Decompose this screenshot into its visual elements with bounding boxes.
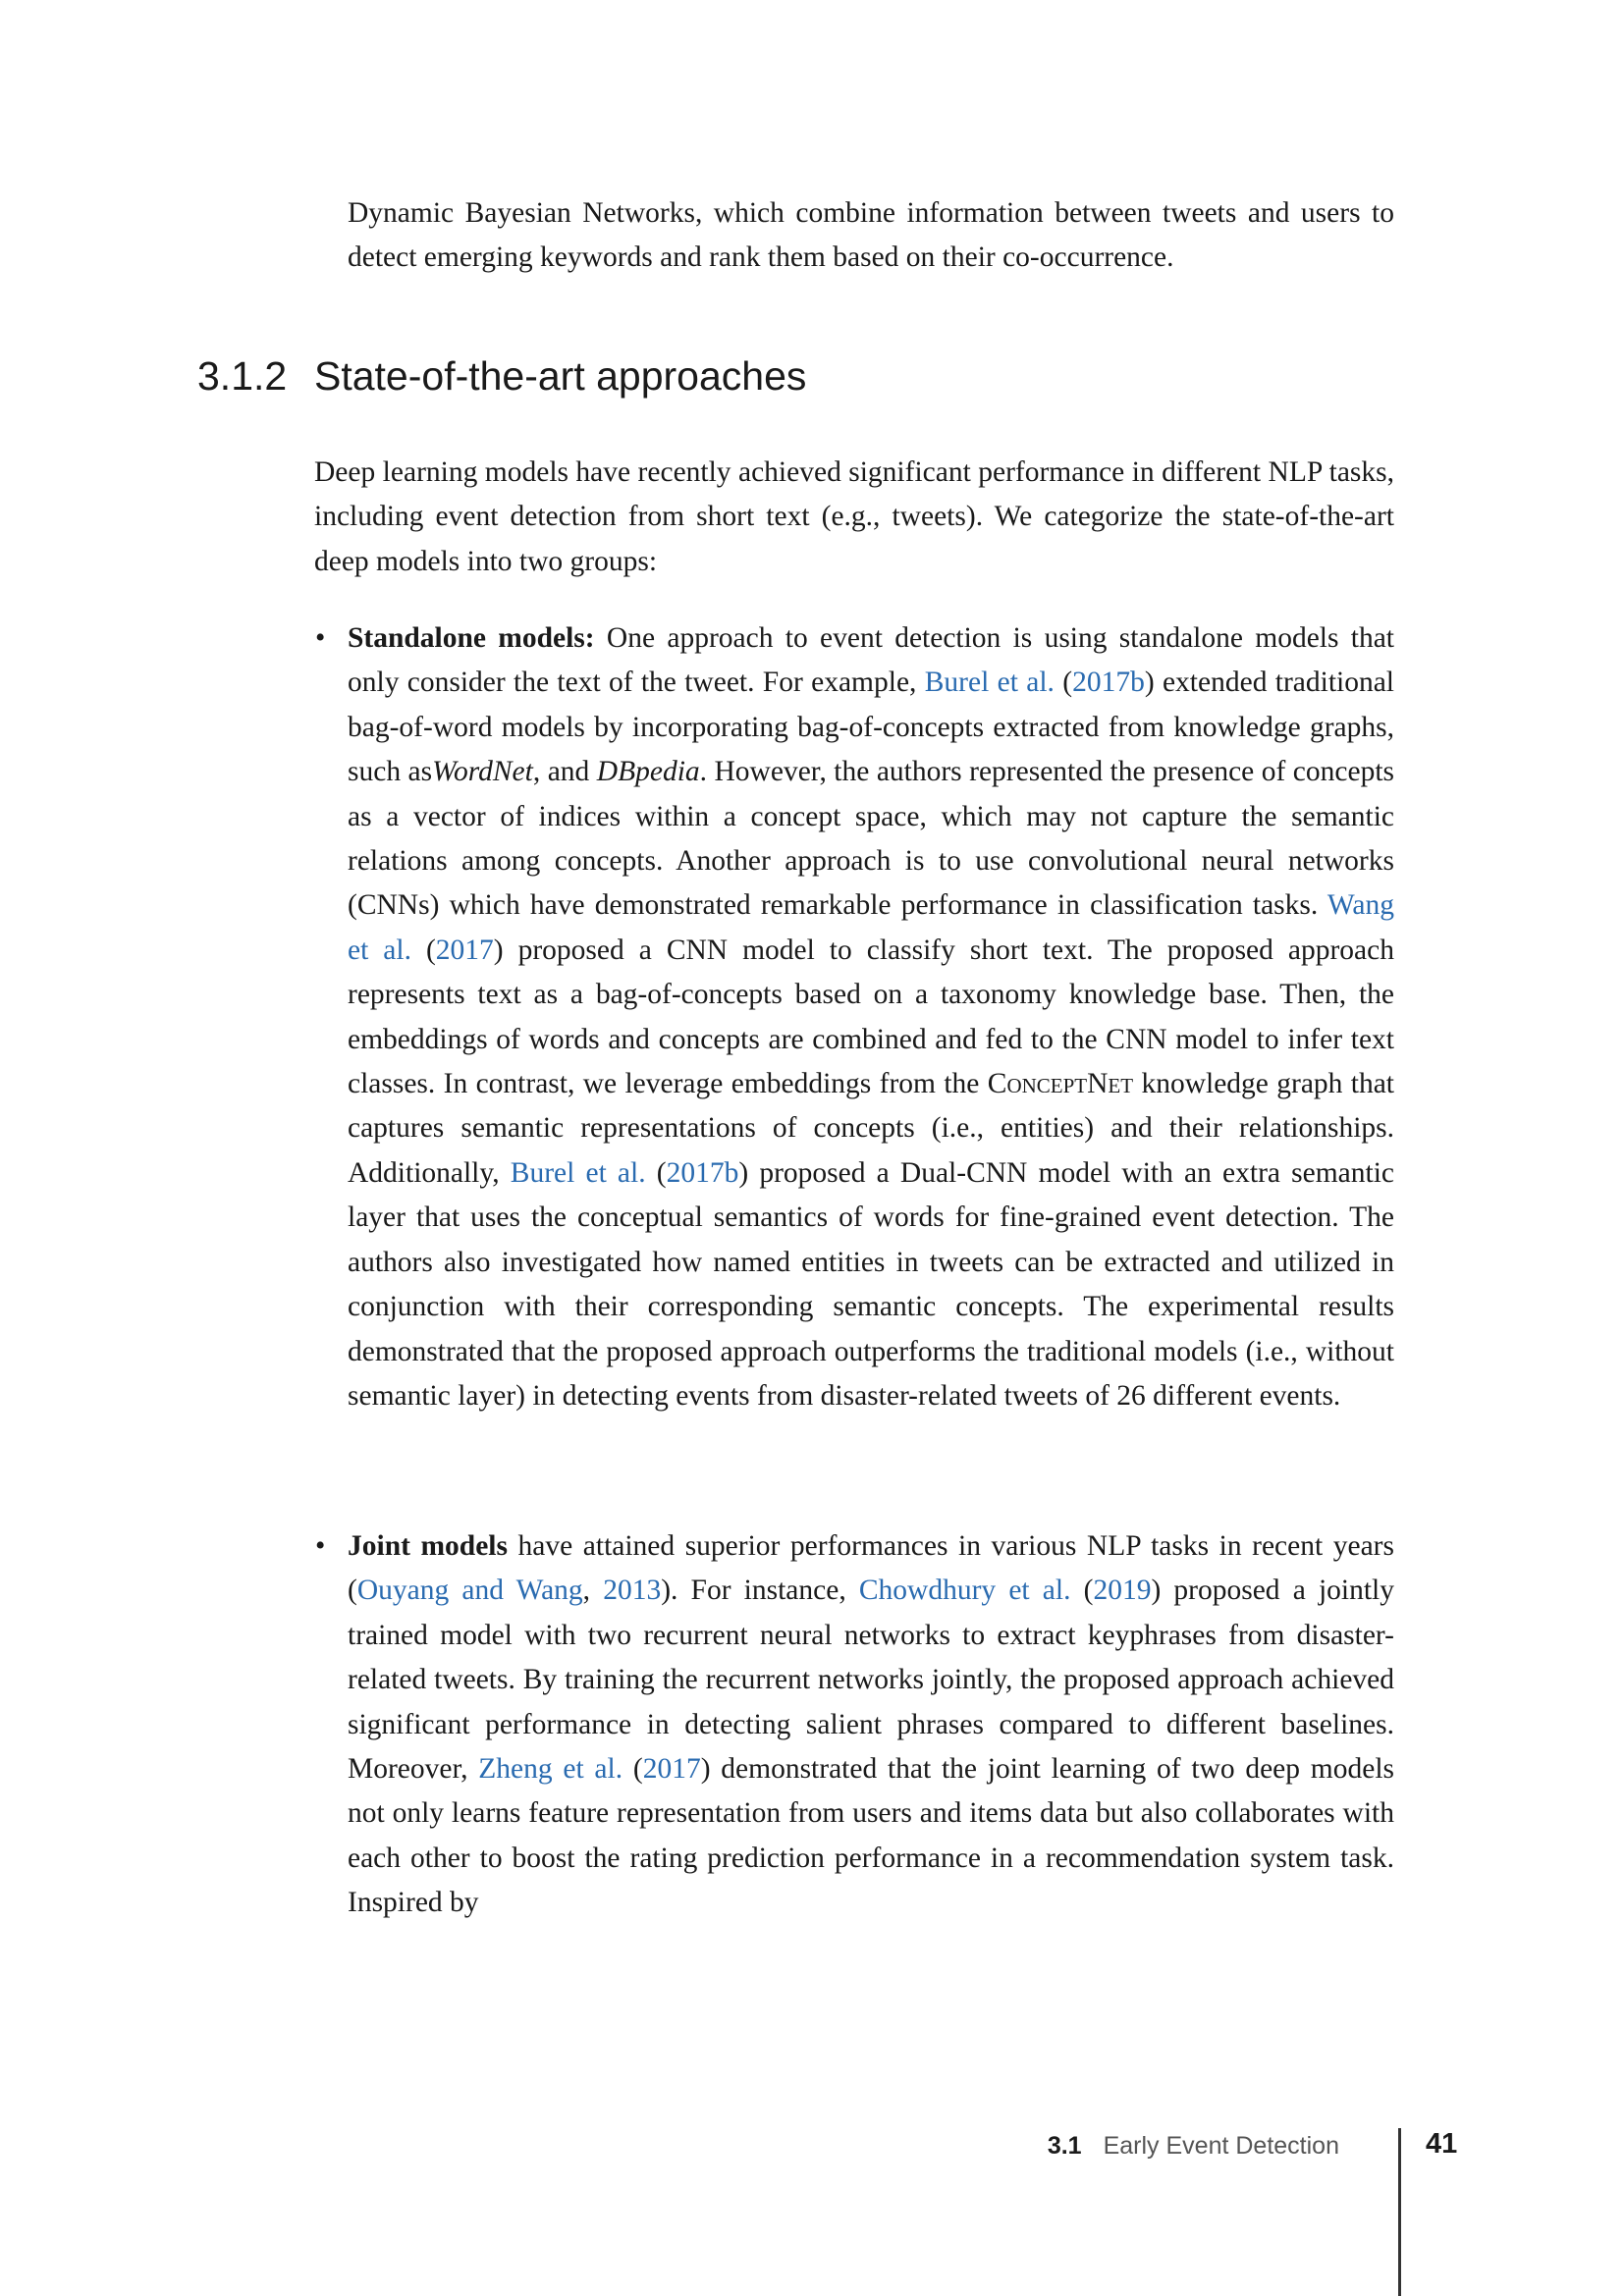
bullet-label: Standalone models:: [348, 622, 595, 654]
section-heading: [197, 353, 806, 400]
citation-link[interactable]: Burel et al.: [924, 667, 1055, 699]
citation-year-link[interactable]: 2017b: [666, 1156, 739, 1189]
section-number: 3.1.2: [197, 353, 288, 399]
bullet-standalone-models: • Standalone models: One approach to event detection is using standalone models that only consider the text of the tweet. For example, Burel et al. (2017b) extended traditional bag-of-word models by incorporating bag-of-concepts extracted from knowledge graphs, such asWordNet, and DBpedia. However, the authors represented the presence of concepts as a vector of indices within a concept space, which may not capture the semantic relations among concepts. Another approach is to use convolutional neural networks (CNNs) which have demonstrated remarkable performance in classification tasks. Wang et al. (2017) proposed a CNN model to classify short text. The proposed approach represents text as a bag-of-concepts based on a taxonomy knowledge base. Then, the embeddings of words and concepts are combined and fed to the CNN model to infer text classes. In contrast, we leverage embeddings from the ConceptNet knowledge graph that captures semantic representations of concepts (i.e., entities) and their relationships. Additionally, Burel et al. (2017b) proposed a Dual-CNN model with an extra semantic layer that uses the conceptual semantics of words for fine-grained event detection. The authors also investigated how named entities in tweets can be extracted and utilized in conjunction with their corresponding semantic concepts. The experimental results demonstrated that the proposed approach outperforms the traditional models (i.e., without semantic layer) in detecting events from disaster-related tweets of 26 different events.: [348, 616, 1394, 1418]
section-title: State-of-the-art approaches: [314, 353, 807, 399]
citation-link[interactable]: Ouyang and Wang: [356, 1575, 583, 1607]
footer-section-number: 3.1: [1047, 2132, 1082, 2160]
citation-year-link[interactable]: 2017b: [1072, 667, 1145, 699]
citation-link[interactable]: Wang et al.: [348, 889, 1394, 966]
footer-section-title: Early Event Detection: [1103, 2132, 1339, 2160]
lead-paragraph: Deep learning models have recently achieved significant performance in different NLP tasks, including event detection from short text (e.g., tweets). We categorize the state-of-the-art deep models into two groups:: [314, 456, 1394, 577]
citation-year-link[interactable]: 2019: [1093, 1575, 1152, 1607]
citation-year-link[interactable]: 2017: [642, 1753, 701, 1786]
footer-rule: [1398, 2128, 1401, 2296]
citation-year-link[interactable]: 2017: [435, 934, 494, 966]
citation-link[interactable]: Burel et al.: [510, 1156, 646, 1189]
citation-year-link[interactable]: 2013: [603, 1575, 662, 1607]
bullet-dot: •: [315, 622, 326, 654]
citation-link[interactable]: Zheng et al.: [478, 1753, 623, 1786]
bullet-label: Joint models: [348, 1530, 508, 1562]
citation-link[interactable]: Chowdhury et al.: [858, 1575, 1071, 1607]
page-number: 41: [1426, 2128, 1458, 2160]
bullet-dot: •: [315, 1530, 326, 1562]
intro-paragraph: Dynamic Bayesian Networks, which combine information between tweets and users to detect emerging keywords and rank them based on their co-occurrence.: [348, 197, 1394, 274]
bullet-joint-models: • Joint models have attained superior performances in various NLP tasks in recent years (Ouyang and Wang, 2013). For instance, Chowdhury et al. (2019) proposed a jointly trained model with two recurrent neural networks to extract keyphrases from disaster-related tweets. By training the recurrent networks jointly, the proposed approach achieved significant performance in detecting salient phrases compared to different baselines. Moreover, Zheng et al. (2017) demonstrated that the joint learning of two deep models not only learns feature representation from users and items data but also collaborates with each other to boost the rating prediction performance in a recommendation system task. Inspired by: [348, 1524, 1394, 1926]
footer-section: [1048, 2132, 1339, 2161]
